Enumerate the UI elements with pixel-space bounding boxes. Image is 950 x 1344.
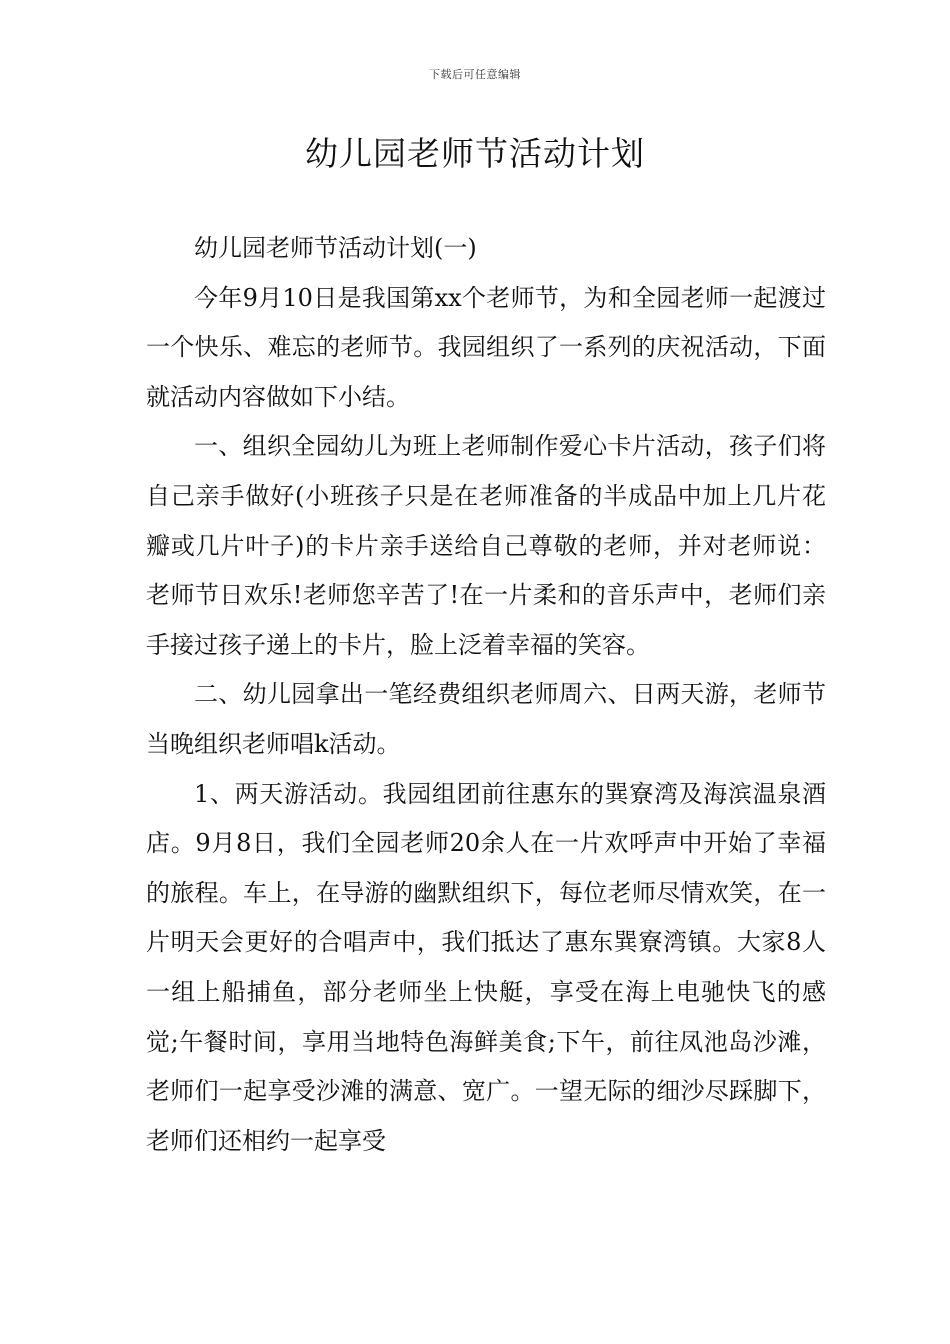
- document-title: 幼儿园老师节活动计划: [305, 134, 645, 173]
- document-body: [146, 224, 826, 1166]
- header-note: 下载后可任意编辑: [429, 68, 521, 81]
- paragraph: 今年9月10日是我国第xx个老师节，为和全园老师一起渡过一个快乐、难忘的老师节。我园组织了一系列的庆祝活动，下面就活动内容做如下小结。: [146, 283, 826, 411]
- paragraph: 二、幼儿园拿出一笔经费组织老师周六、日两天游，老师节当晚组织老师唱k活动。: [146, 680, 826, 758]
- paragraph: 1、两天游活动。我园组团前往惠东的巽寮湾及海滨温泉酒店。9月8日，我们全园老师20余人在一片欢呼声中开始了幸福的旅程。车上，在导游的幽默组织下，每位老师尽情欢笑，在一片明天会更好的合唱声中，我们抵达了惠东巽寮湾镇。大家8人一组上船捕鱼，部分老师坐上快艇，享受在海上电驰快飞的感觉;午餐时间，享用当地特色海鲜美食;下午，前往凤池岛沙滩，老师们一起享受沙滩的满意、宽广。一望无际的细沙尽踩脚下，老师们还相约一起享受: [146, 779, 826, 1155]
- section-heading: 幼儿园老师节活动计划(一): [194, 234, 477, 262]
- paragraph: 一、组织全园幼儿为班上老师制作爱心卡片活动，孩子们将自己亲手做好(小班孩子只是在老师准备的半成品中加上几片花瓣或几片叶子)的卡片亲手送给自己尊敬的老师，并对老师说：老师节日欢乐!老师您辛苦了!在一片柔和的音乐声中，老师们亲手接过孩子递上的卡片，脸上泛着幸福的笑容。: [146, 432, 826, 659]
